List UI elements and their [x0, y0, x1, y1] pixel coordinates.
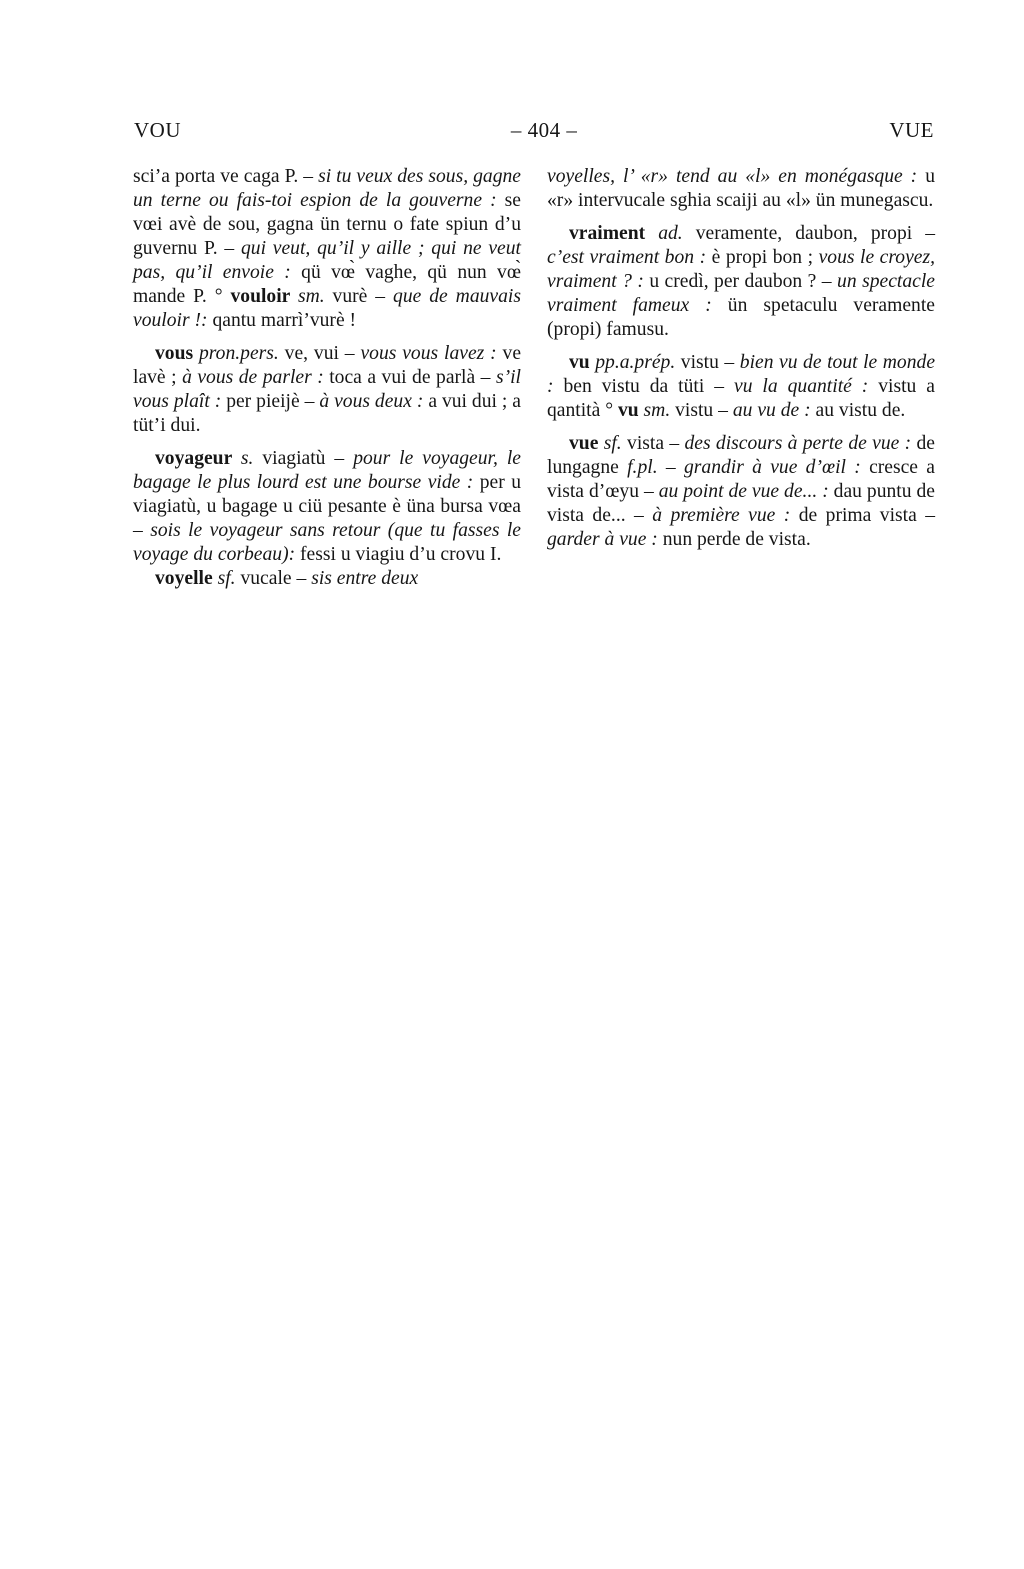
text-run: grandir à vue d’œil :: [683, 457, 870, 478]
text-run: f.pl.: [627, 457, 666, 478]
text-run: sf.: [603, 433, 628, 454]
text-run: vu: [569, 352, 596, 373]
text-run: sois le voyageur sans retour (que tu fasses le voyage du corbeau):: [133, 520, 521, 565]
text-run: qantu marrì’vurè !: [212, 310, 357, 331]
entry-voyageur: [133, 447, 521, 567]
dictionary-page: [133, 118, 935, 591]
text-run: ad.: [658, 223, 696, 244]
text-run: bien vu de tout le monde :: [547, 352, 936, 397]
entry-voyelle: [133, 567, 521, 591]
page-header: [133, 118, 935, 143]
text-run: sis entre deux: [311, 568, 419, 589]
text-run: per u viagiatù, u bagage u ciü pesante è üna bursa vœa –: [133, 472, 521, 541]
text-run: viagiatù –: [262, 448, 354, 469]
text-run: vraiment: [569, 223, 659, 244]
entry-vouloir-continuation: [133, 165, 521, 333]
text-run: de lungagne: [547, 433, 935, 478]
text-run: u «r» intervucale sghia scaiji au «l» ün munegascu.: [547, 166, 935, 211]
text-run: vouloir: [230, 286, 298, 307]
text-run: au vu de :: [732, 400, 816, 421]
left-column: [133, 165, 521, 591]
text-run: sm.: [643, 400, 676, 421]
text-run: vu la quantité :: [734, 376, 879, 397]
header-left-keyword: VOU: [134, 118, 181, 142]
text-run: ve lavè ;: [133, 343, 522, 388]
text-run: voyelles, l’ «r» tend au «l» en monégasque :: [547, 166, 926, 187]
text-run: si tu veux des sous, gagne un terne ou fais-toi espion de la gouverne :: [133, 166, 522, 211]
entry-vraiment: [547, 222, 935, 342]
text-run: ün spetaculu veramente (propi) famusu.: [547, 295, 935, 340]
page-number: – 404 –: [510, 118, 578, 142]
header-right-keyword: VUE: [889, 118, 934, 142]
text-run: sm.: [297, 286, 333, 307]
right-column: [547, 165, 935, 591]
text-run: qui veut, qu’il y aille ; qui ne veut pas, qu’il envoie :: [133, 238, 521, 283]
text-run: è propi bon ;: [711, 247, 819, 268]
text-columns: [133, 165, 935, 591]
entry-vu: [547, 351, 935, 423]
text-run: à vous deux :: [319, 391, 429, 412]
text-run: que de mauvais vouloir !:: [133, 286, 521, 331]
text-run: vistu a qantità °: [547, 376, 935, 421]
text-run: pron.pers.: [198, 343, 285, 364]
text-run: toca a vui de parlà –: [329, 367, 496, 388]
text-run: vurè –: [332, 286, 394, 307]
entry-vous: [133, 342, 521, 438]
text-run: vucale –: [240, 568, 312, 589]
text-run: ve, vui –: [284, 343, 361, 364]
text-run: vous le croyez, vraiment ? :: [547, 247, 935, 292]
text-run: nun perde de vista.: [662, 529, 811, 550]
text-run: vistu –: [680, 352, 740, 373]
text-run: au vistu de.: [815, 400, 906, 421]
text-run: vistu –: [675, 400, 733, 421]
text-run: un spectacle vraiment fameux :: [547, 271, 935, 316]
text-run: fessi u viagiu d’u crovu I.: [300, 544, 502, 565]
text-run: sf.: [217, 568, 241, 589]
text-run: qü vœ̀ vaghe, qü nun vœ̀ mande P. °: [133, 262, 521, 307]
text-run: per pieijè –: [226, 391, 320, 412]
text-run: pp.a.prép.: [595, 352, 681, 373]
text-run: à première vue :: [652, 505, 799, 526]
text-run: vista –: [627, 433, 685, 454]
text-run: des discours à perte de vue :: [684, 433, 917, 454]
entry-vue: [547, 432, 935, 552]
text-run: veramente, daubon, propi –: [695, 223, 936, 244]
text-run: vous: [155, 343, 199, 364]
text-run: s.: [240, 448, 263, 469]
text-run: au point de vue de... :: [658, 481, 834, 502]
text-run: à vous de parler :: [182, 367, 330, 388]
text-run: dau puntu de vista de... –: [547, 481, 935, 526]
text-run: –: [665, 457, 684, 478]
text-run: c’est vraiment bon :: [547, 247, 712, 268]
text-run: vue: [569, 433, 604, 454]
text-run: cresce a vista d’œyu –: [547, 457, 935, 502]
text-run: vu: [617, 400, 644, 421]
text-run: ben vistu da tüti –: [563, 376, 734, 397]
text-run: sci’a porta ve caga P. –: [133, 166, 319, 187]
text-run: voyelle: [155, 568, 218, 589]
text-run: voyageur: [155, 448, 241, 469]
entry-voyelle-continuation: [547, 165, 935, 213]
text-run: u credì, per daubon ? –: [649, 271, 838, 292]
text-run: de prima vista –: [798, 505, 936, 526]
text-run: vous vous lavez :: [360, 343, 503, 364]
text-run: se vœi avè de sou, gagna ün ternu o fate spiun d’u guvernu P. –: [133, 190, 521, 259]
text-run: s’il vous plaît :: [133, 367, 521, 412]
text-run: pour le voyageur, le bagage le plus lourd est une bourse vide :: [133, 448, 521, 493]
text-run: a vui dui ; a tüt’i dui.: [133, 391, 521, 436]
text-run: garder à vue :: [547, 529, 663, 550]
